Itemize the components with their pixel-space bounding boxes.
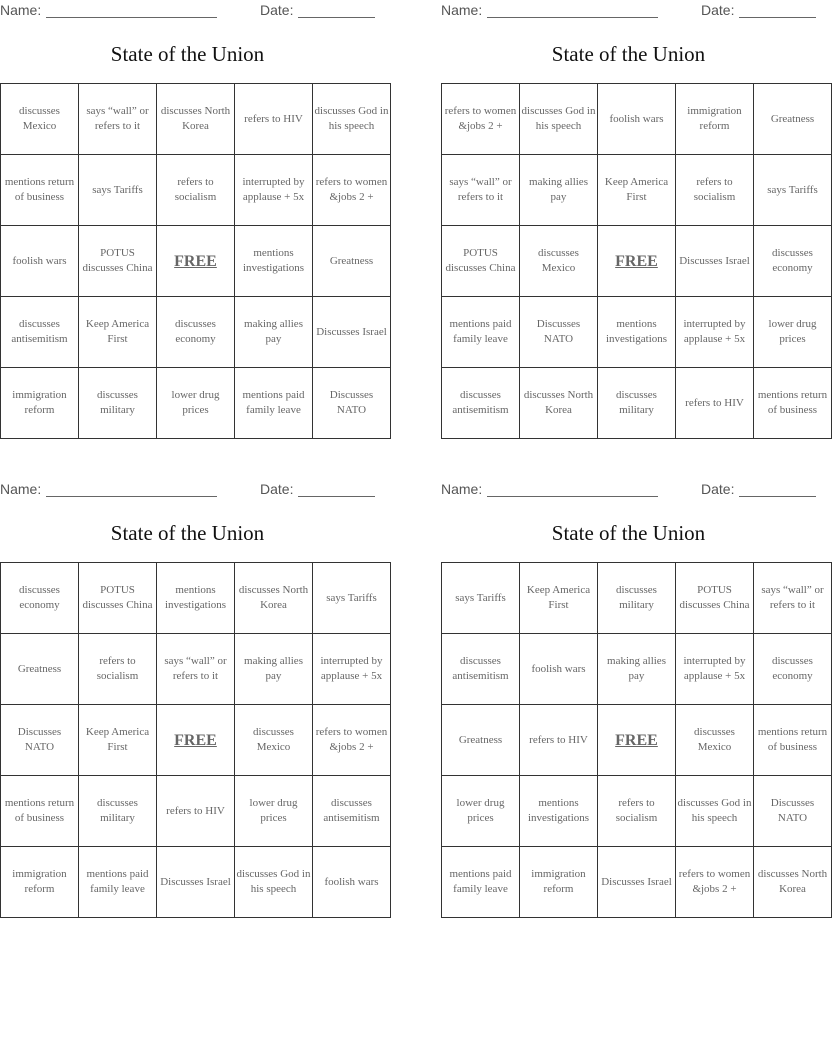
grid-row [442,226,832,297]
bingo-cell: immigration reform [520,847,598,918]
bingo-grid [0,562,391,918]
bingo-cell: making allies pay [598,634,676,705]
bingo-cell: Greatness [313,226,391,297]
bingo-cell: says Tariffs [754,155,832,226]
bingo-cell: refers to socialism [676,155,754,226]
grid-row [442,634,832,705]
bingo-card [441,0,828,430]
bingo-cell: refers to women &jobs 2 + [313,705,391,776]
bingo-cell: mentions paid family leave [442,297,520,368]
bingo-cell: discusses military [79,368,157,439]
bingo-cell: refers to socialism [157,155,235,226]
bingo-cell: discusses military [598,563,676,634]
bingo-grid [441,562,832,918]
bingo-cell: POTUS discusses China [676,563,754,634]
bingo-cell: says “wall” or refers to it [754,563,832,634]
bingo-cell: Keep America First [598,155,676,226]
name-label: Name: [441,2,483,18]
bingo-card [0,0,389,430]
grid-row [442,297,832,368]
grid-row [442,84,832,155]
bingo-cell: POTUS discusses China [442,226,520,297]
bingo-cell: discusses economy [754,226,832,297]
name-label: Name: [0,2,42,18]
bingo-cell: interrupted by applause + 5x [676,634,754,705]
grid-row [1,368,391,439]
card-title: State of the Union [551,521,706,545]
bingo-cell: making allies pay [235,297,313,368]
card-header [0,479,375,501]
name-field-line [487,17,658,18]
card-header [441,0,816,22]
bingo-cell: Keep America First [79,705,157,776]
bingo-cell: Discusses NATO [754,776,832,847]
bingo-cell: immigration reform [1,368,79,439]
bingo-grid [441,83,832,439]
bingo-cell: discusses economy [157,297,235,368]
bingo-cell: says “wall” or refers to it [442,155,520,226]
bingo-cell: discusses God in his speech [676,776,754,847]
bingo-cell: interrupted by applause + 5x [235,155,313,226]
date-label: Date: [701,2,735,18]
date-label: Date: [701,481,735,497]
bingo-cell: POTUS discusses China [79,563,157,634]
bingo-cell: discusses Mexico [520,226,598,297]
bingo-cell: making allies pay [520,155,598,226]
bingo-cell: interrupted by applause + 5x [676,297,754,368]
bingo-cell: Keep America First [79,297,157,368]
bingo-cell: Discusses Israel [157,847,235,918]
name-label: Name: [0,481,42,497]
card-title: State of the Union [110,42,265,66]
bingo-cell: mentions return of business [1,155,79,226]
bingo-cell: mentions return of business [754,705,832,776]
bingo-cell: POTUS discusses China [79,226,157,297]
date-label: Date: [260,481,294,497]
date-field-line [739,17,816,18]
bingo-cell: refers to socialism [79,634,157,705]
bingo-cell: Discusses NATO [1,705,79,776]
bingo-cell: mentions investigations [520,776,598,847]
card-header [441,479,816,501]
free-space-cell: FREE [157,226,235,297]
bingo-cell: foolish wars [1,226,79,297]
bingo-cell: lower drug prices [157,368,235,439]
bingo-cell: discusses North Korea [157,84,235,155]
bingo-cell: discusses God in his speech [313,84,391,155]
bingo-cell: discusses antisemitism [313,776,391,847]
date-field-line [298,496,375,497]
grid-row [442,847,832,918]
bingo-cell: mentions paid family leave [79,847,157,918]
free-space-cell: FREE [598,226,676,297]
bingo-cell: discusses economy [754,634,832,705]
card-title: State of the Union [551,42,706,66]
bingo-cell: discusses Mexico [235,705,313,776]
grid-row [1,847,391,918]
date-field-line [298,17,375,18]
grid-row [1,705,391,776]
bingo-cell: says Tariffs [79,155,157,226]
bingo-cell: discusses God in his speech [520,84,598,155]
bingo-cell: mentions paid family leave [442,847,520,918]
bingo-cell: mentions return of business [754,368,832,439]
free-space-cell: FREE [598,705,676,776]
bingo-cell: mentions paid family leave [235,368,313,439]
bingo-cell: Discusses Israel [676,226,754,297]
bingo-cell: discusses Mexico [1,84,79,155]
grid-row [1,776,391,847]
bingo-cell: Discusses Israel [598,847,676,918]
grid-row [442,155,832,226]
bingo-cell: discusses antisemitism [442,368,520,439]
bingo-cell: discusses Mexico [676,705,754,776]
bingo-grid [0,83,391,439]
bingo-cell: foolish wars [313,847,391,918]
bingo-cell: refers to women &jobs 2 + [676,847,754,918]
bingo-cell: discusses North Korea [754,847,832,918]
free-space-cell: FREE [157,705,235,776]
bingo-cell: discusses North Korea [520,368,598,439]
bingo-cell: says Tariffs [313,563,391,634]
bingo-cell: mentions investigations [598,297,676,368]
card-title: State of the Union [110,521,265,545]
grid-row [442,776,832,847]
grid-row [1,226,391,297]
bingo-cell: Greatness [442,705,520,776]
grid-row [1,155,391,226]
bingo-cell: Greatness [1,634,79,705]
grid-row [1,84,391,155]
bingo-card [441,479,828,909]
bingo-cell: says “wall” or refers to it [157,634,235,705]
bingo-cell: refers to HIV [520,705,598,776]
bingo-cell: immigration reform [676,84,754,155]
grid-row [1,563,391,634]
bingo-cell: refers to women &jobs 2 + [442,84,520,155]
name-field-line [487,496,658,497]
grid-row [442,705,832,776]
bingo-cell: discusses economy [1,563,79,634]
grid-row [442,368,832,439]
bingo-cell: refers to HIV [676,368,754,439]
bingo-cell: lower drug prices [235,776,313,847]
bingo-cell: refers to HIV [235,84,313,155]
bingo-cell: refers to socialism [598,776,676,847]
bingo-cell: mentions investigations [157,563,235,634]
bingo-cell: Discusses Israel [313,297,391,368]
date-field-line [739,496,816,497]
bingo-cell: discusses North Korea [235,563,313,634]
bingo-cell: Discusses NATO [313,368,391,439]
name-label: Name: [441,481,483,497]
bingo-cell: interrupted by applause + 5x [313,634,391,705]
bingo-cell: discusses God in his speech [235,847,313,918]
card-header [0,0,375,22]
bingo-cell: mentions investigations [235,226,313,297]
bingo-card [0,479,388,909]
date-label: Date: [260,2,294,18]
bingo-cell: immigration reform [1,847,79,918]
bingo-cell: discusses antisemitism [1,297,79,368]
grid-row [1,297,391,368]
name-field-line [46,17,217,18]
bingo-cell: discusses military [598,368,676,439]
grid-row [442,563,832,634]
bingo-cell: discusses antisemitism [442,634,520,705]
bingo-cell: discusses military [79,776,157,847]
bingo-cell: mentions return of business [1,776,79,847]
bingo-cell: says “wall” or refers to it [79,84,157,155]
bingo-cell: refers to HIV [157,776,235,847]
bingo-cell: says Tariffs [442,563,520,634]
grid-row [1,634,391,705]
bingo-cell: Keep America First [520,563,598,634]
bingo-cell: foolish wars [598,84,676,155]
bingo-cell: lower drug prices [754,297,832,368]
name-field-line [46,496,217,497]
bingo-cell: Greatness [754,84,832,155]
bingo-cell: foolish wars [520,634,598,705]
bingo-cell: lower drug prices [442,776,520,847]
bingo-cell: making allies pay [235,634,313,705]
bingo-cell: Discusses NATO [520,297,598,368]
bingo-cell: refers to women &jobs 2 + [313,155,391,226]
